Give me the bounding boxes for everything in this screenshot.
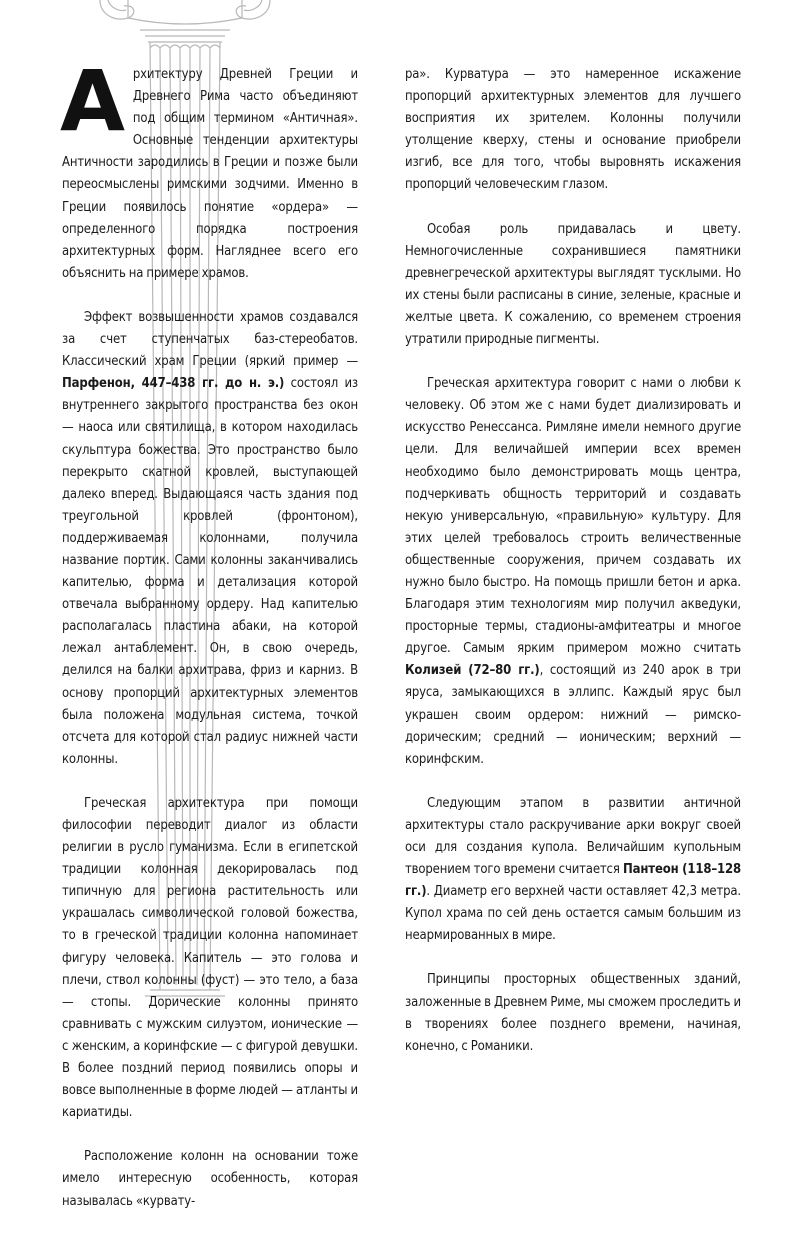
right-text-column	[405, 64, 741, 1080]
paragraph: Следующим этапом в развитии античной архитектуры стало раскручивание арки вокруг своей оси для создания купола. Величайшим купольным творением того времени считается Пантеон (118–128 гг.). Диаметр его верхней части оставляет 42,3 метра. Купол храма по сей день остается самым большим из неармированных в мире.	[405, 795, 741, 944]
paragraph: Греческая архитектура при помощи философии переводит диалог из области религии в русло гуманизма. Если в египетской традиции колонная декорировалась под типичную для региона растительность или украшалась символической головой божества, то в греческой традиции колонна напоминает фигуру человека. Капитель — это голова и плечи, ствол колонны (фуст) — это тело, а база — стопы. Дорические колонны принято сравнивать с мужским силуэтом, ионические — с женским, а коринфские — с фигурой девушки. В более поздний период появились опоры и вовсе выполненные в форме людей — атланты и кариатиды.	[62, 795, 358, 1121]
paragraph: Особая роль придавалась и цвету. Немногочисленные сохранившиеся памятники древнегреческой архитектуры выглядят тусклыми. Но их стены были расписаны в синие, зеленые, красные и желтые цвета. К сожалению, со временем строения утратили природные пигменты.	[405, 221, 741, 348]
highlight-pantheon: Пантеон (118–128 гг.)	[405, 862, 741, 900]
paragraph: ра». Курватура — это намеренное искажение пропорций архитектурных элементов для лучшего восприятия их зрителем. Колонны получили утолщение кверху, стены и основание приобрели изгиб, все для того, чтобы выровнять искажения пропорций человеческим глазом.	[405, 67, 741, 193]
highlight-parthenon: Парфенон, 447–438 гг. до н. э.)	[62, 376, 285, 392]
drop-cap: А	[60, 52, 125, 150]
paragraph: Расположение колонн на основании тоже имело интересную особенность, которая называлась «курвату-	[62, 1149, 358, 1209]
highlight-colosseum: Колизей (72–80 гг.)	[405, 663, 540, 679]
paragraph: Греческая архитектура говорит с нами о любви к человеку. Об этом же с нами будет диализировать и искусство Ренессанса. Римляне имели немного другие цели. Для величайшей империи всех времен необходимо было демонстрировать мощь центра, подчеркивать общность территорий и создавать некую универсальную, «правильную» культуру. Для этих целей требовалось строить величественные общественные сооружения, причем создавать их нужно было быстро. На помощь пришли бетон и арка. Благодаря этим технологиям мир получил акведуки, просторные термы, стадионы-амфитеатры и многое другое. Самым ярким примером можно считать Колизей (72–80 гг.), состоящий из 240 арок в три яруса, замыкающихся в эллипс. Каждый ярус был украшен своим ордером: нижний — римско-дорическим; средний — ионическим; верхний — коринфским.	[405, 376, 741, 767]
paragraph: Архитектуру Древней Греции и Древнего Рима часто объединяют под общим термином «Античная». Основные тенденции архитектуры Античности зародились в Греции и позже были переосмыслены римскими зодчими. Именно в Греции появилось понятие «ордера» — определенного порядка построения архитектурных форм. Нагляднее всего его объяснить на примере храмов.	[60, 52, 358, 281]
paragraph: Эффект возвышенности храмов создавался за счет ступенчатых баз-стереобатов. Классический храм Греции (яркий пример — Парфенон, 447–438 гг. до н. э.) состоял из внутреннего закрытого пространства без окон — наоса или святилища, в котором находилась скульптура божества. Это пространство было перекрыто скатной кровлей, выступающей далеко вперед. Выдающаяся часть здания под треугольной кровлей (фронтоном), поддерживаемая колоннами, получила название портик. Сами колонны заканчивались капителью, форма и детализация которой отвечала выбранному ордеру. Над капителью располагалась пластина абаки, на которой лежал антаблемент. Он, в свою очередь, делился на балки архитрава, фриз и карниз. В основу пропорций архитектурных элементов была положена модульная система, точкой отсчета для которой стал радиус нижней части колонны.	[62, 309, 358, 767]
paragraph: Принципы просторных общественных зданий, заложенные в Древнем Риме, мы сможем проследить и в творениях более позднего времени, начиная, конечно, с Романики.	[405, 972, 741, 1054]
left-text-column	[60, 52, 358, 1235]
